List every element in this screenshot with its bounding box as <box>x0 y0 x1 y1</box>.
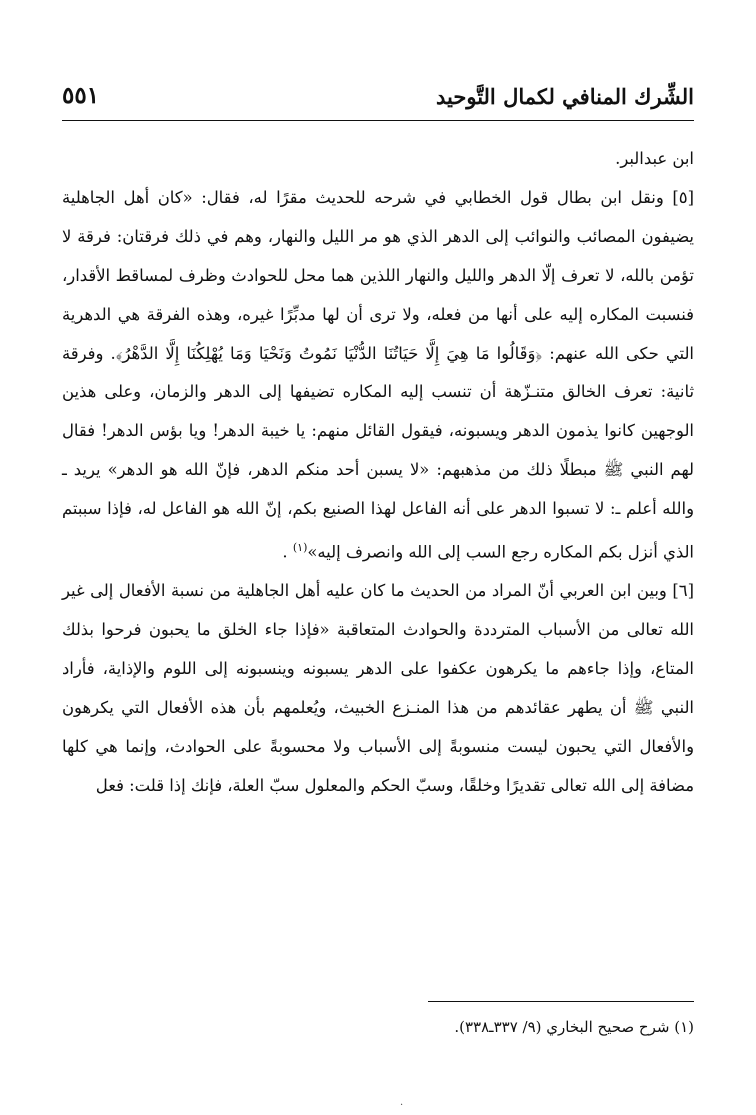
header-rule <box>62 120 694 121</box>
footnote-rule <box>428 1001 694 1002</box>
paragraph-5-text: [٥] ونقل ابن بطال قول الخطابي في شرحه للحديث مقرًا له، فقال: «كان أهل الجاهلية يضيفون المصائب والنوائب إلى الدهر الذي هو مر الليل والنهار، وهم في ذلك فرقتان: فرقة لا تؤمن بالله، لا تعرف إلّا الدهر والليل والنهار اللذين هما محل للحوادث وظرف لمساقط الأقدار، فنسبت المكاره إليه على أنها من فعله، ولا ترى أن لها مدبِّرًا غيره، وهذه الفرقة هي الدهرية التي حكى الله عنهم: ﴿وَقَالُوا مَا هِيَ إِلَّا حَيَاتُنَا الدُّنْيَا نَمُوتُ وَنَحْيَا وَمَا يُهْلِكُنَا إِلَّا الدَّهْرُ﴾. وفرقة ثانية: تعرف الخالق متنـزّهة أن تنسب إليه المكاره تضيفها إلى الدهر والزمان، وعلى هذين الوجهين كانوا يذمون الدهر ويسبونه، فيقول القائل منهم: يا خيبة الدهر! ويا بؤس الدهر! فقال لهم النبي ﷺ مبطلًا ذلك من مذهبهم: «لا يسبن أحد منكم الدهر، فإنّ الله هو الدهر» يريد ـ والله أعلم ـ: لا تسبوا الدهر على أنه الفاعل لهذا الصنيع بكم، إنّ الله هو الفاعل له، فإذا سببتم الذي أنزل بكم المكاره رجع السب إلى الله وانصرف إليه» <box>62 187 694 562</box>
running-title: الشِّرك المنافي لكمال التَّوحيد <box>436 84 694 109</box>
page-number: ٥٥١ <box>62 82 100 109</box>
page-header <box>62 78 694 118</box>
intro-line: ابن عبدالبر. <box>615 149 694 168</box>
body-text <box>62 140 694 806</box>
paragraph-5-end: . <box>282 542 288 562</box>
footnote-ref-1: (١) <box>292 541 308 555</box>
paragraph-5 <box>62 179 694 573</box>
paragraph-6: [٦] وبين ابن العربي أنّ المراد من الحديث ما كان عليه أهل الجاهلية من نسبة الأفعال إلى غير الله تعالى من الأسباب المترددة والحوادث المتعاقبة «فإذا جاء الخلق ما يحبون فرحوا بذلك المتاع، وإذا جاءهم ما يكرهون عكفوا على الدهر يسبونه وينسبونه إلى اللوم والإذاية، فأراد النبي ﷺ أن يطهر عقائدهم من هذا المنـزع الخبيث، ويُعلمهم بأن هذه الأفعال التي يكرهون والأفعال التي يحبون ليست منسوبةً إلى الأسباب ولا محسوبةً على الحوادث، وإنما هي كلها مضافة إلى الله تعالى تقديرًا وخلقًا، وسبّ الحكم والمعلول سبّ العلة، فإنك إذا قلت: فعل <box>62 581 694 795</box>
scan-speck: · <box>400 1100 404 1111</box>
footnote-1: (١) شرح صحيح البخاري (٩/ ٣٣٧ـ٣٣٨). <box>454 1018 694 1036</box>
